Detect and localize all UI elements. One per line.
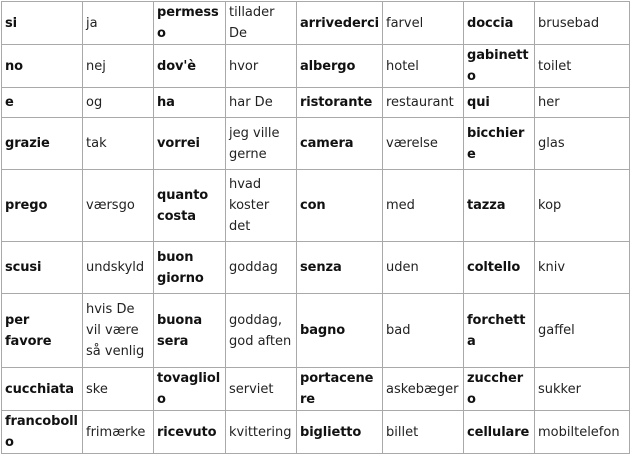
italian-word: e bbox=[2, 88, 83, 118]
table-row bbox=[2, 88, 630, 118]
table-row bbox=[2, 170, 630, 242]
italian-word: cellulare bbox=[464, 411, 535, 454]
table-row bbox=[2, 45, 630, 88]
italian-word: bagno bbox=[297, 294, 383, 368]
italian-word: doccia bbox=[464, 2, 535, 45]
danish-translation: mobiltelefon bbox=[535, 411, 630, 454]
danish-translation: jeg ville gerne bbox=[226, 118, 297, 170]
vocabulary-rows bbox=[2, 2, 630, 454]
italian-word: permesso bbox=[154, 2, 226, 45]
italian-word: buon giorno bbox=[154, 242, 226, 294]
table-row bbox=[2, 2, 630, 45]
italian-word: francobollo bbox=[2, 411, 83, 454]
danish-translation: bad bbox=[383, 294, 464, 368]
danish-translation: glas bbox=[535, 118, 630, 170]
danish-translation: goddag, god aften bbox=[226, 294, 297, 368]
table-row bbox=[2, 368, 630, 411]
italian-word: senza bbox=[297, 242, 383, 294]
italian-word: gabinetto bbox=[464, 45, 535, 88]
danish-translation: undskyld bbox=[83, 242, 154, 294]
danish-translation: med bbox=[383, 170, 464, 242]
danish-translation: hotel bbox=[383, 45, 464, 88]
italian-word: dov'è bbox=[154, 45, 226, 88]
danish-translation: brusebad bbox=[535, 2, 630, 45]
danish-translation: værelse bbox=[383, 118, 464, 170]
italian-word: buona sera bbox=[154, 294, 226, 368]
table-row bbox=[2, 118, 630, 170]
danish-translation: og bbox=[83, 88, 154, 118]
vocabulary-table bbox=[1, 1, 630, 454]
danish-translation: uden bbox=[383, 242, 464, 294]
danish-translation: her bbox=[535, 88, 630, 118]
danish-translation: farvel bbox=[383, 2, 464, 45]
table-row bbox=[2, 242, 630, 294]
italian-word: no bbox=[2, 45, 83, 88]
italian-word: zucchero bbox=[464, 368, 535, 411]
italian-word: scusi bbox=[2, 242, 83, 294]
danish-translation: kniv bbox=[535, 242, 630, 294]
italian-word: vorrei bbox=[154, 118, 226, 170]
danish-translation: tak bbox=[83, 118, 154, 170]
italian-word: per favore bbox=[2, 294, 83, 368]
danish-translation: hvis De vil være så venlig bbox=[83, 294, 154, 368]
italian-word: grazie bbox=[2, 118, 83, 170]
italian-word: albergo bbox=[297, 45, 383, 88]
italian-word: si bbox=[2, 2, 83, 45]
danish-translation: hvor bbox=[226, 45, 297, 88]
danish-translation: restaurant bbox=[383, 88, 464, 118]
italian-word: bicchiere bbox=[464, 118, 535, 170]
danish-translation: kvittering bbox=[226, 411, 297, 454]
danish-translation: har De bbox=[226, 88, 297, 118]
danish-translation: frimærke bbox=[83, 411, 154, 454]
danish-translation: værsgo bbox=[83, 170, 154, 242]
italian-word: portacenere bbox=[297, 368, 383, 411]
danish-translation: sukker bbox=[535, 368, 630, 411]
italian-word: quanto costa bbox=[154, 170, 226, 242]
italian-word: con bbox=[297, 170, 383, 242]
table-row bbox=[2, 294, 630, 368]
italian-word: prego bbox=[2, 170, 83, 242]
danish-translation: serviet bbox=[226, 368, 297, 411]
danish-translation: kop bbox=[535, 170, 630, 242]
danish-translation: tillader De bbox=[226, 2, 297, 45]
italian-word: tovagliolo bbox=[154, 368, 226, 411]
danish-translation: goddag bbox=[226, 242, 297, 294]
danish-translation: toilet bbox=[535, 45, 630, 88]
italian-word: ristorante bbox=[297, 88, 383, 118]
danish-translation: hvad koster det bbox=[226, 170, 297, 242]
italian-word: ha bbox=[154, 88, 226, 118]
italian-word: tazza bbox=[464, 170, 535, 242]
table-row bbox=[2, 411, 630, 454]
danish-translation: askebæger bbox=[383, 368, 464, 411]
danish-translation: ja bbox=[83, 2, 154, 45]
italian-word: arrivederci bbox=[297, 2, 383, 45]
italian-word: coltello bbox=[464, 242, 535, 294]
danish-translation: ske bbox=[83, 368, 154, 411]
danish-translation: billet bbox=[383, 411, 464, 454]
italian-word: camera bbox=[297, 118, 383, 170]
italian-word: qui bbox=[464, 88, 535, 118]
danish-translation: nej bbox=[83, 45, 154, 88]
italian-word: biglietto bbox=[297, 411, 383, 454]
italian-word: cucchiata bbox=[2, 368, 83, 411]
italian-word: ricevuto bbox=[154, 411, 226, 454]
danish-translation: gaffel bbox=[535, 294, 630, 368]
italian-word: forchetta bbox=[464, 294, 535, 368]
